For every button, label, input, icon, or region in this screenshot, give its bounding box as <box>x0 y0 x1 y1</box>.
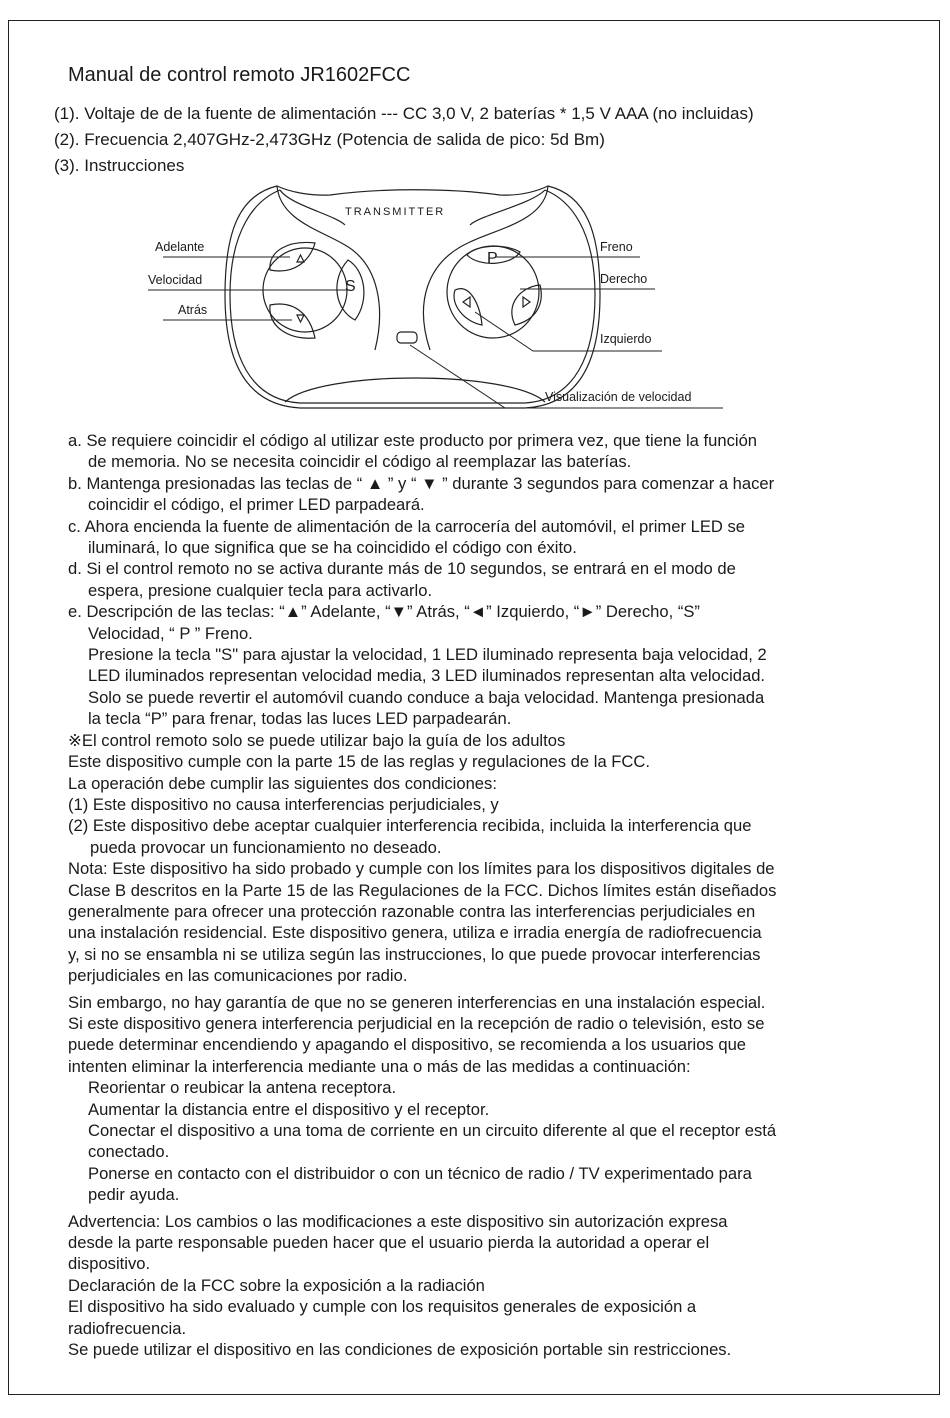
measure-item: Aumentar la distancia entre el dispositivo y el receptor. <box>88 1099 490 1119</box>
step-d-cont: espera, presione cualquier tecla para activarlo. <box>88 580 433 600</box>
speed-note: Solo se puede revertir el automóvil cuando conduce a baja velocidad. Mantenga presionada <box>88 687 765 707</box>
page-title: Manual de control remoto JR1602FCC <box>68 64 411 86</box>
adult-warning: ※El control remoto solo se puede utilizar bajo la guía de los adultos <box>68 730 566 750</box>
brand-label: TRANSMITTER <box>345 206 446 218</box>
speed-note: la tecla “P” para frenar, todas las luces LED parpadearán. <box>88 709 512 729</box>
radiation-text: radiofrecuencia. <box>68 1318 187 1338</box>
label-left: Izquierdo <box>600 332 652 346</box>
fcc-condition-2-cont: pueda provocar un funcionamiento no deseado. <box>90 837 442 857</box>
label-speed: Velocidad <box>148 273 203 287</box>
label-back: Atrás <box>178 303 208 317</box>
step-b-cont: coincidir el código, el primer LED parpadeará. <box>88 495 425 515</box>
fcc-condition-2: (2) Este dispositivo debe aceptar cualquier interferencia recibida, incluida la interferencia que <box>68 816 752 836</box>
measure-item-cont: pedir ayuda. <box>88 1185 180 1205</box>
measure-item: Reorientar o reubicar la antena receptora. <box>88 1078 397 1098</box>
warning-text: desde la parte responsable pueden hacer que el usuario pierda la autoridad a operar el <box>68 1233 710 1253</box>
note-text: Clase B descritos en la Parte 15 de las Regulaciones de la FCC. Dichos límites están diseñados <box>68 880 777 900</box>
warning-text: Advertencia: Los cambios o las modificaciones a este dispositivo sin autorización expresa <box>68 1211 728 1231</box>
note-text: generalmente para ofrecer una protección razonable contra las interferencias perjudiciales en <box>68 901 756 921</box>
step-d: d. Si el control remoto no se activa durante más de 10 segundos, se entrará en el modo de <box>68 559 736 579</box>
note-text: Nota: Este dispositivo ha sido probado y cumple con los límites para los dispositivos digitales de <box>68 859 775 879</box>
interference-text: intenten eliminar la interferencia mediante una o más de las medidas a continuación: <box>68 1056 691 1076</box>
warning-text: dispositivo. <box>68 1254 151 1274</box>
radiation-text: Se puede utilizar el dispositivo en las condiciones de exposición portable sin restricciones. <box>68 1340 732 1360</box>
spec-instructions: (3). Instrucciones <box>54 156 185 175</box>
measure-item: Conectar el dispositivo a una toma de corriente en un circuito diferente al que el receptor está <box>88 1121 777 1140</box>
interference-text: Sin embargo, no hay garantía de que no se generen interferencias en una instalación especial. <box>68 992 766 1012</box>
measure-item: Ponerse en contacto con el distribuidor o con un técnico de radio / TV experimentado para <box>88 1163 752 1183</box>
fcc-condition-1: (1) Este dispositivo no causa interferencias perjudiciales, y <box>68 794 499 814</box>
spec-voltage: (1). Voltaje de de la fuente de alimentación --- CC 3,0 V, 2 baterías * 1,5 V AAA (no incluidas) <box>54 104 754 123</box>
label-speed-display: Visualización de velocidad <box>545 390 692 404</box>
label-forward: Adelante <box>155 240 205 254</box>
speed-note: Presione la tecla "S" para ajustar la velocidad, 1 LED iluminado representa baja velocidad, 2 <box>88 645 767 665</box>
fcc-text: Este dispositivo cumple con la parte 15 de las reglas y regulaciones de la FCC. <box>68 752 651 772</box>
s-key-label: S <box>345 278 356 295</box>
step-e: e. Descripción de las teclas: “▲” Adelante, “▼” Atrás, “◄” Izquierdo, “►” Derecho, “S” <box>68 602 700 622</box>
label-brake: Freno <box>600 240 633 254</box>
note-text: y, si no se ensambla ni se utiliza según las instrucciones, lo que puede provocar interferencias <box>68 944 761 964</box>
step-b: b. Mantenga presionadas las teclas de “ ▲ ” y “ ▼ ” durante 3 segundos para comenzar a hacer <box>68 473 775 493</box>
step-a: a. Se requiere coincidir el código al utilizar este producto por primera vez, que tiene la función <box>68 431 758 450</box>
interference-text: puede determinar encendiendo y apagando el dispositivo, se recomienda a los usuarios que <box>68 1035 747 1055</box>
step-e-cont: Velocidad, “ P ” Freno. <box>88 623 253 643</box>
measure-item-cont: conectado. <box>88 1142 170 1162</box>
step-c-cont: iluminará, lo que significa que se ha coincidido el código con éxito. <box>88 538 577 558</box>
interference-text: Si este dispositivo genera interferencia perjudicial en la recepción de radio o televisión, esto se <box>68 1013 765 1033</box>
p-key-label: P <box>487 250 498 267</box>
step-a-cont: de memoria. No se necesita coincidir el código al reemplazar las baterías. <box>88 452 632 472</box>
label-right: Derecho <box>600 272 648 286</box>
radiation-heading: Declaración de la FCC sobre la exposición a la radiación <box>68 1275 485 1295</box>
note-text: una instalación residencial. Este dispositivo genera, utiliza e irradia energía de radiofrecuencia <box>68 923 762 943</box>
fcc-text: La operación debe cumplir las siguientes dos condiciones: <box>68 773 497 793</box>
instructions-body <box>68 430 898 1360</box>
radiation-text: El dispositivo ha sido evaluado y cumple con los requisitos generales de exposición a <box>68 1297 697 1317</box>
spec-frequency: (2). Frecuencia 2,407GHz-2,473GHz (Potencia de salida de pico: 5d Bm) <box>54 130 605 149</box>
speed-note: LED iluminados representan velocidad media, 3 LED iluminados representan alta velocidad. <box>88 666 766 686</box>
note-text: perjudiciales en las comunicaciones por radio. <box>68 966 408 986</box>
step-c: c. Ahora encienda la fuente de alimentación de la carrocería del automóvil, el primer LED se <box>68 516 746 536</box>
